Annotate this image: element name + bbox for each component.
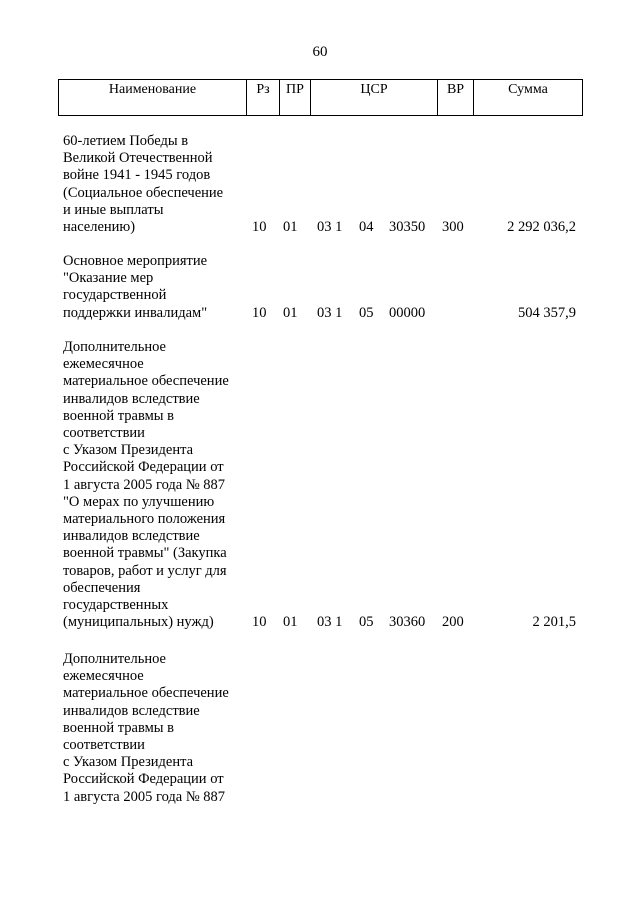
row-name-line: Великой Отечественной xyxy=(63,150,213,167)
cell-sum: 504 357,9 xyxy=(518,304,576,321)
row-name-line: военной травмы" (Закупка xyxy=(63,545,227,562)
cell-vr: 300 xyxy=(442,219,464,235)
row-name-line: Дополнительное xyxy=(63,651,166,667)
row-name-line: поддержки инвалидам" xyxy=(63,304,208,321)
header-name: Наименование xyxy=(59,80,247,115)
row-name xyxy=(63,253,248,322)
row-name xyxy=(63,339,248,631)
row-name-line: войне 1941 - 1945 годов xyxy=(63,167,211,184)
cell-sum: 2 292 036,2 xyxy=(507,219,576,235)
cell-csr-subprogram: 05 xyxy=(359,614,374,631)
row-name-line: соответствии xyxy=(63,425,145,442)
row-name-line: Дополнительное xyxy=(63,339,166,355)
row-name-line: населению) xyxy=(63,219,136,236)
row-name-line: товаров, работ и услуг для xyxy=(63,562,227,579)
header-vr: ВР xyxy=(438,80,474,115)
cell-rz: 10 xyxy=(252,614,267,631)
row-name-line: Основное мероприятие xyxy=(63,253,208,269)
row-name-line: инвалидов вследствие xyxy=(63,702,200,719)
cell-rz: 10 xyxy=(252,219,267,235)
header-sum: Сумма xyxy=(508,82,548,97)
row-name-line: Российской Федерации от xyxy=(63,771,224,788)
row-name xyxy=(63,651,248,806)
row-name-line: 1 августа 2005 года № 887 xyxy=(63,788,226,805)
row-name-line: ежемесячное xyxy=(63,668,144,685)
row-name-line: (Социальное обеспечение xyxy=(63,184,224,201)
row-name-line: и иные выплаты xyxy=(63,201,164,218)
cell-csr-direction: 00000 xyxy=(389,304,426,321)
cell-vr: 200 xyxy=(442,614,464,631)
row-name-line: материальное обеспечение xyxy=(63,373,229,390)
row-name-line: инвалидов вследствие xyxy=(63,390,200,407)
cell-pr: 01 xyxy=(283,304,298,321)
row-name-line: с Указом Президента xyxy=(63,754,194,771)
row-name-line: обеспечения xyxy=(63,579,141,596)
row-name-line: ежемесячное xyxy=(63,356,144,373)
row-name-line: Российской Федерации от xyxy=(63,459,224,476)
row-name-line: государственных xyxy=(63,597,169,614)
row-name-line: 60-летием Победы в xyxy=(63,133,189,149)
cell-sum: 2 201,5 xyxy=(532,614,576,631)
cell-rz: 10 xyxy=(252,304,267,321)
cell-csr-program: 03 1 xyxy=(317,304,343,321)
row-name-line: военной травмы в xyxy=(63,719,174,736)
row-name-line: государственной xyxy=(63,287,167,304)
row-name-line: материальное обеспечение xyxy=(63,685,229,702)
cell-csr-program: 03 1 xyxy=(317,219,343,235)
row-name-line: военной травмы в xyxy=(63,407,174,424)
header-csr: ЦСР xyxy=(311,80,438,115)
cell-csr-direction: 30360 xyxy=(389,614,426,631)
table-header xyxy=(58,79,583,116)
header-rz: Рз xyxy=(247,80,280,115)
cell-pr: 01 xyxy=(283,614,298,631)
page-number: 60 xyxy=(312,44,328,60)
row-name-line: "Оказание мер xyxy=(63,270,154,287)
cell-csr-subprogram: 05 xyxy=(359,304,374,321)
row-name-line: соответствии xyxy=(63,737,145,754)
cell-csr-program: 03 1 xyxy=(317,614,343,631)
row-name-line: "О мерах по улучшению xyxy=(63,493,215,510)
header-pr: ПР xyxy=(280,80,311,115)
row-name xyxy=(63,133,248,236)
row-name-line: инвалидов вследствие xyxy=(63,528,200,545)
cell-csr-direction: 30350 xyxy=(389,219,426,235)
cell-pr: 01 xyxy=(283,219,298,235)
row-name-line: с Указом Президента xyxy=(63,442,194,459)
cell-csr-subprogram: 04 xyxy=(359,219,374,235)
row-name-line: материального положения xyxy=(63,511,226,528)
row-name-line: (муниципальных) нужд) xyxy=(63,614,214,631)
row-name-line: 1 августа 2005 года № 887 xyxy=(63,476,226,493)
